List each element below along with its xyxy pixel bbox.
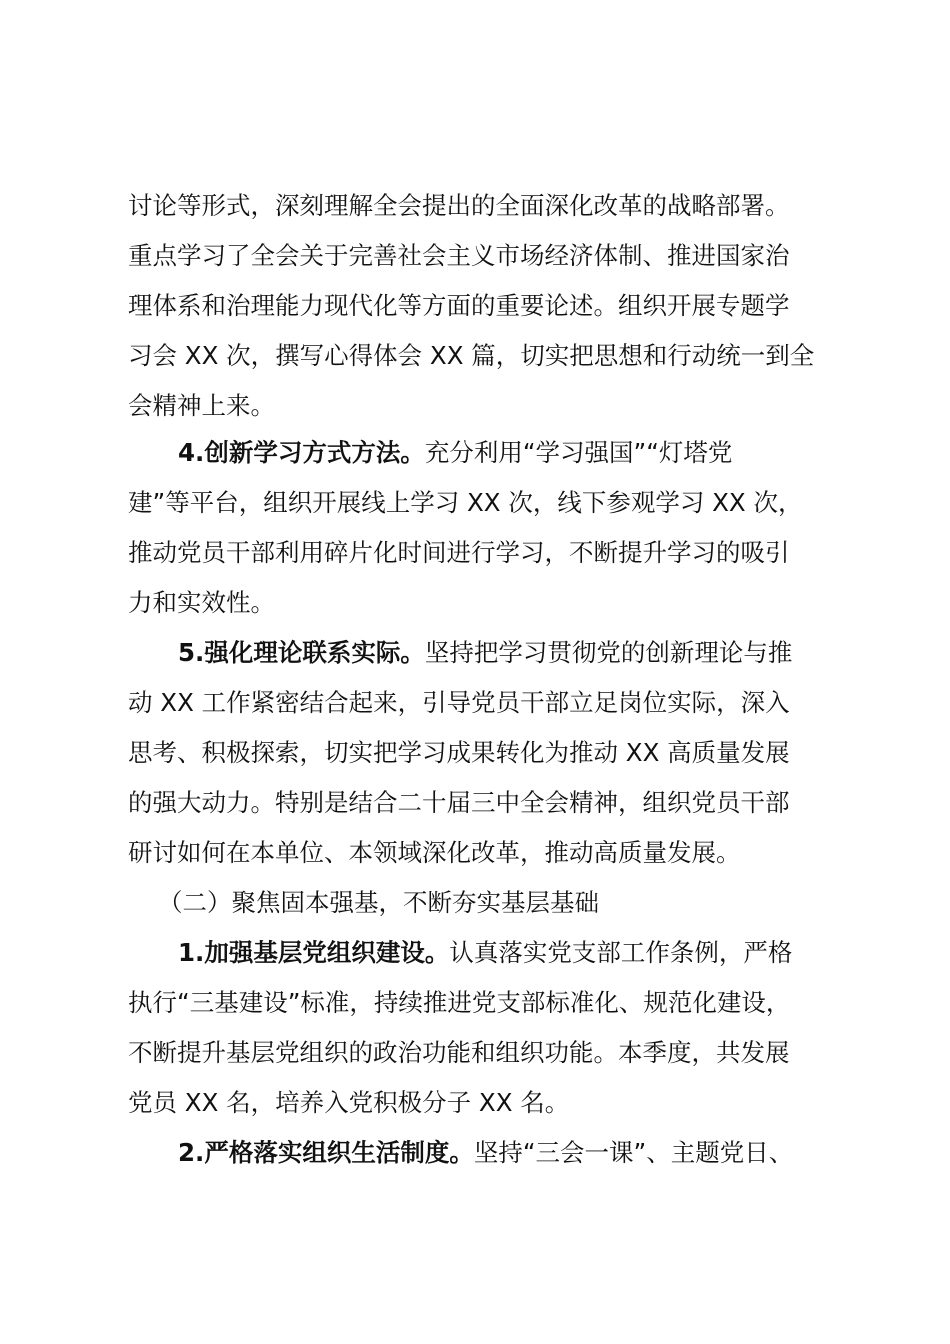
- paragraph-line: 推动党员干部利用碎片化时间进行学习，不断提升学习的吸引: [128, 538, 790, 567]
- paragraph-line: 思考、积极探索，切实把学习成果转化为推动 XX 高质量发展: [128, 738, 790, 767]
- paragraph-first-line: [178, 428, 868, 478]
- paragraph-line: 不断提升基层党组织的政治功能和组织功能。本季度，共发展: [128, 1038, 790, 1067]
- paragraph-line: 重点学习了全会关于完善社会主义市场经济体制、推进国家治: [128, 241, 790, 270]
- paragraph-line: 的强大动力。特别是结合二十届三中全会精神，组织党员干部: [128, 788, 790, 817]
- paragraph-line: 动 XX 工作紧密结合起来，引导党员干部立足岗位实际，深入: [128, 688, 790, 717]
- paragraph-first-line: [178, 928, 868, 978]
- paragraph-heading: 5.强化理论联系实际。: [178, 638, 425, 667]
- paragraph-line: 理体系和治理能力现代化等方面的重要论述。组织开展专题学: [128, 291, 790, 320]
- paragraph-heading: 1.加强基层党组织建设。: [178, 938, 450, 967]
- section-title: （二）聚焦固本强基，不断夯实基层基础: [158, 888, 599, 917]
- paragraph-heading: 4.创新学习方式方法。: [178, 438, 425, 467]
- paragraph-text: 认真落实党支部工作条例，严格: [449, 938, 793, 967]
- paragraph-line: 建”等平台，组织开展线上学习 XX 次，线下参观学习 XX 次，: [128, 488, 803, 517]
- paragraph-line: 党员 XX 名，培养入党积极分子 XX 名。: [128, 1088, 570, 1117]
- paragraph-line: 执行“三基建设”标准，持续推进党支部标准化、规范化建设，: [128, 988, 791, 1017]
- paragraph-line: 会精神上来。: [128, 391, 275, 420]
- paragraph-line: 研讨如何在本单位、本领域深化改革，推动高质量发展。: [128, 838, 741, 867]
- paragraph-line: 习会 XX 次，撰写心得体会 XX 篇，切实把思想和行动统一到全: [128, 341, 815, 370]
- paragraph-heading: 2.严格落实组织生活制度。: [178, 1138, 474, 1167]
- paragraph-text: 坚持把学习贯彻党的创新理论与推: [424, 638, 793, 667]
- paragraph-first-line: [178, 1128, 868, 1178]
- paragraph-first-line: [178, 628, 868, 678]
- paragraph-text: 充分利用“学习强国”“灯塔党: [424, 438, 733, 467]
- paragraph-line: 力和实效性。: [128, 588, 275, 617]
- paragraph-line: 讨论等形式，深刻理解全会提出的全面深化改革的战略部署。: [128, 191, 790, 220]
- paragraph-text: 坚持“三会一课”、主题党日、: [473, 1138, 794, 1167]
